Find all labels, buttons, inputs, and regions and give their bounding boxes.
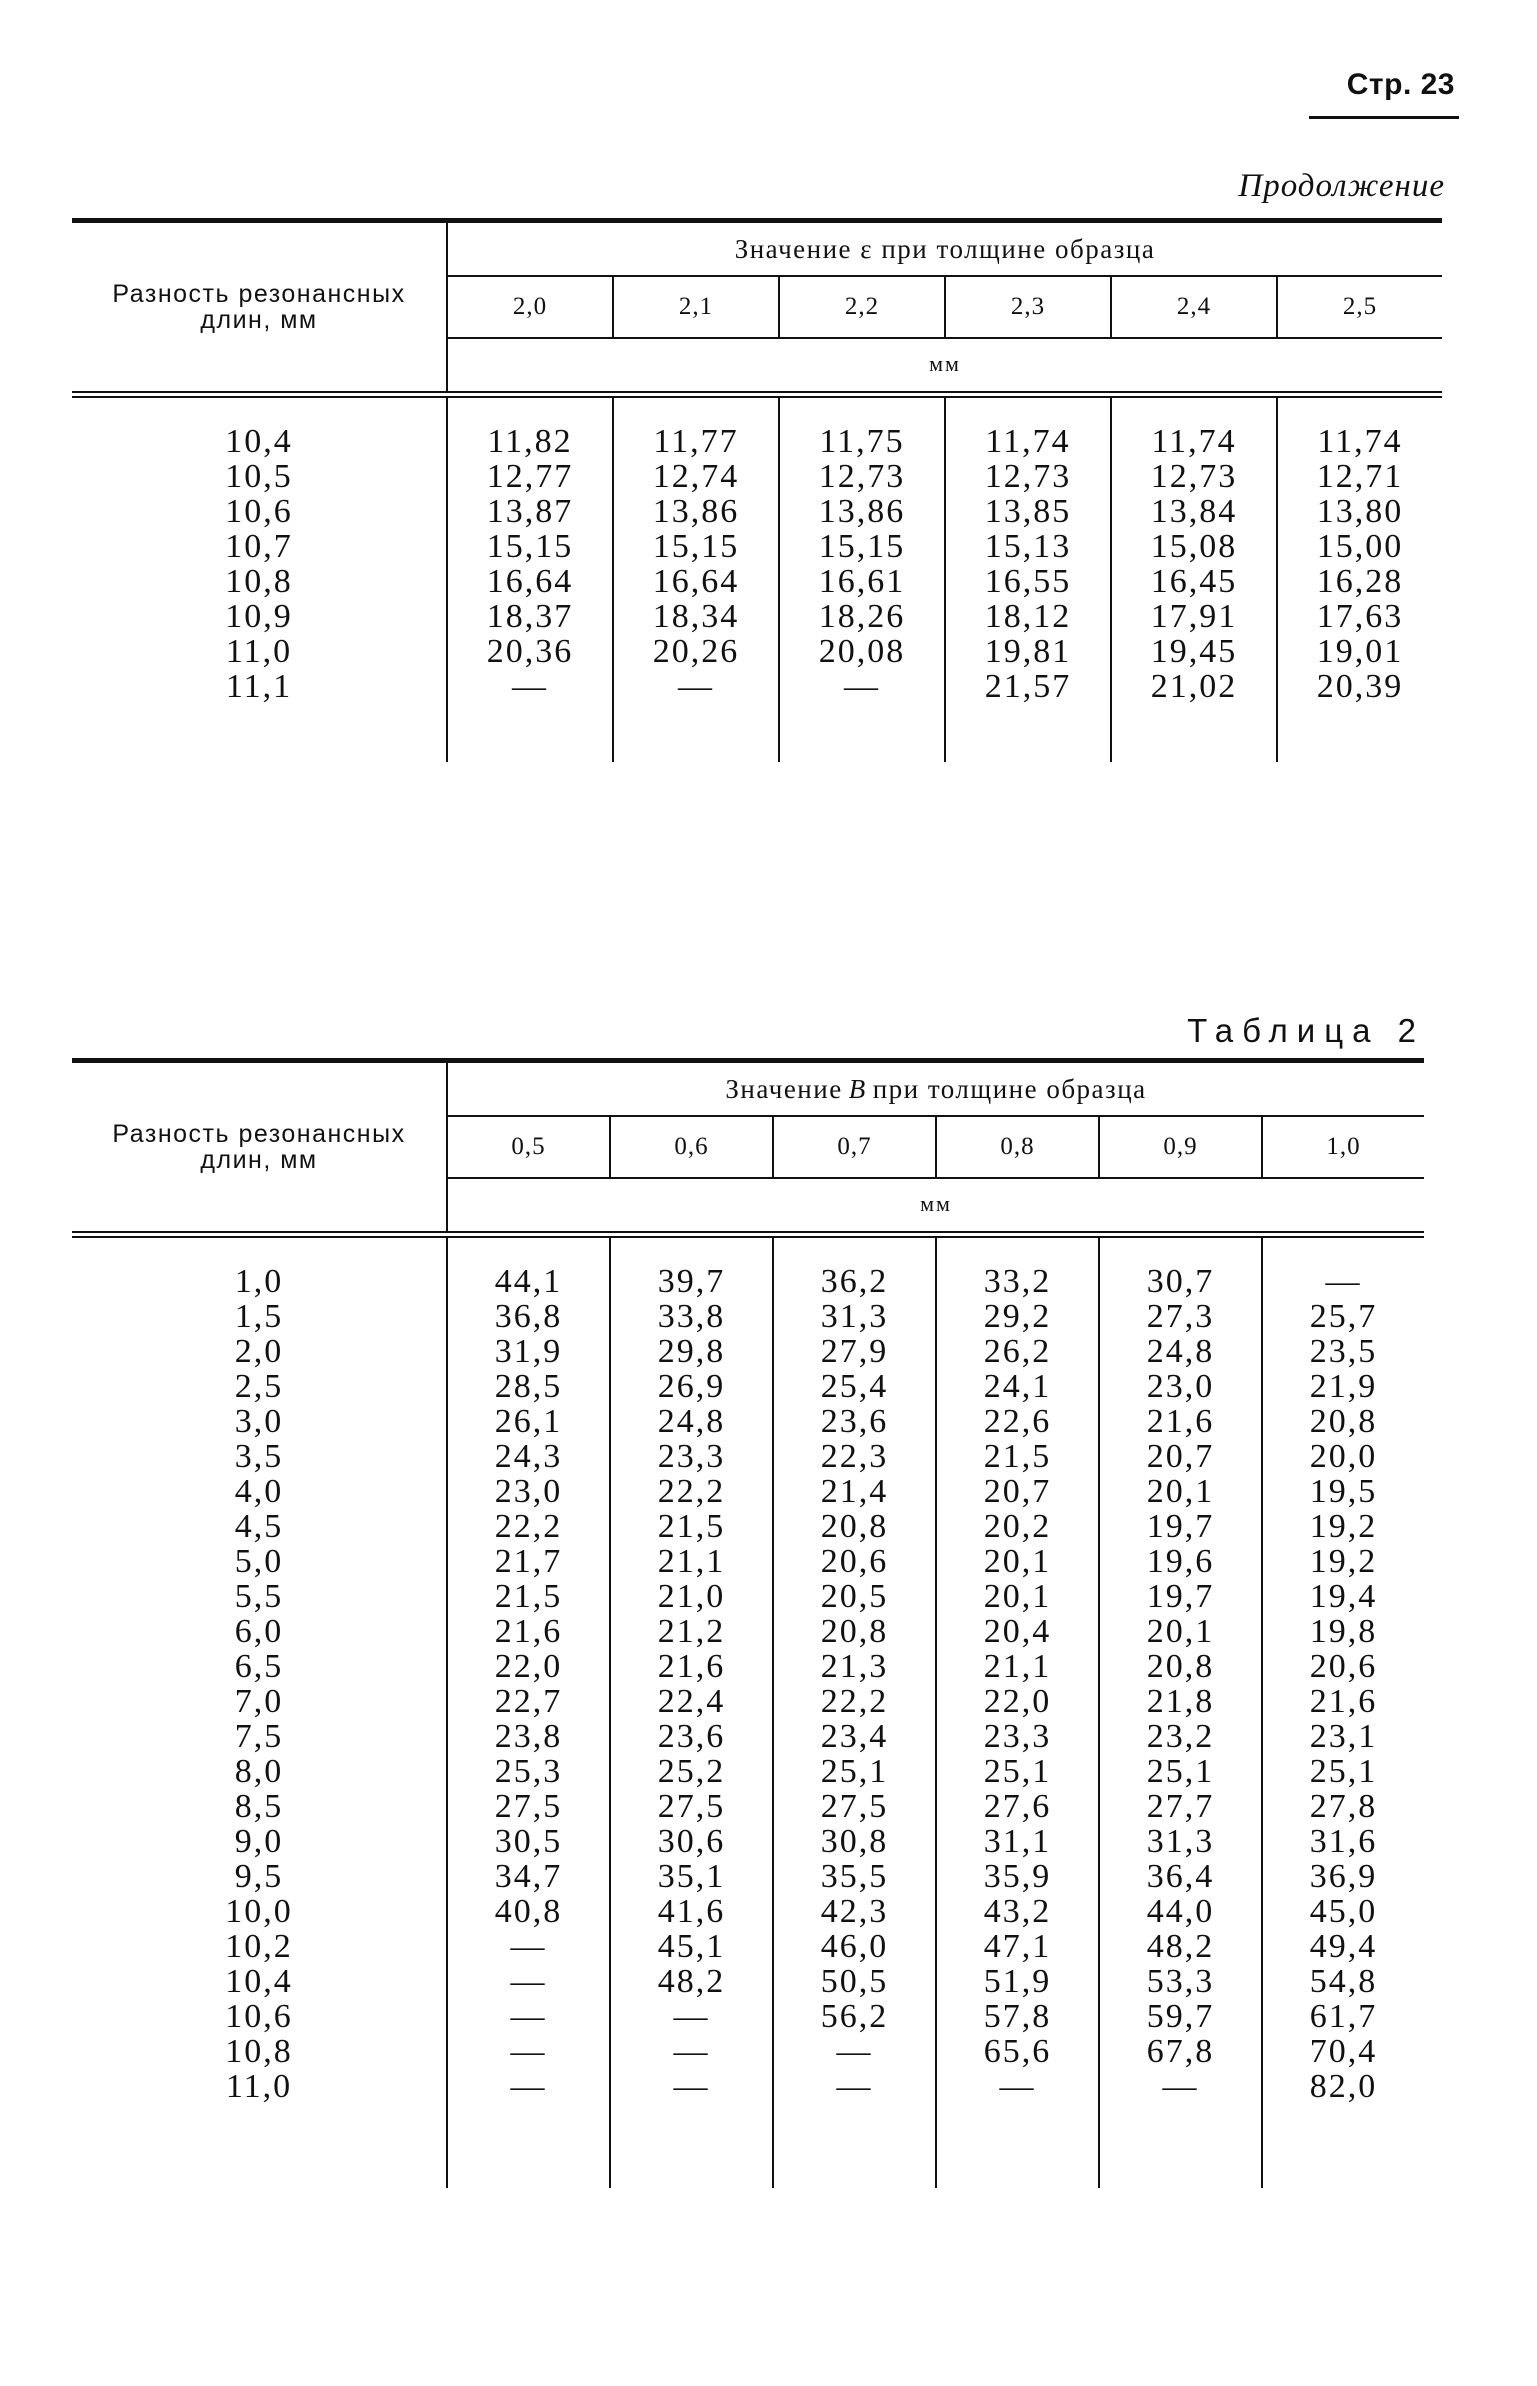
table-cell: 23,4	[820, 1718, 889, 1755]
table-cell: 18,37	[486, 598, 574, 635]
table-cell: 82,0	[1309, 2068, 1378, 2105]
table-cell: 33,8	[657, 1298, 726, 1335]
table-cell: 36,2	[820, 1263, 889, 1300]
table-cell: 26,2	[983, 1333, 1052, 1370]
table-cell: 40,8	[494, 1893, 563, 1930]
table-cell: 33,2	[983, 1263, 1052, 1300]
table-cell: 44,0	[1146, 1893, 1215, 1930]
table-cell: 27,5	[657, 1788, 726, 1825]
row-label: 5,5	[234, 1578, 284, 1615]
table-cell: 19,6	[1146, 1543, 1215, 1580]
table-cell: —	[673, 2068, 710, 2105]
table-cell: 21,6	[494, 1613, 563, 1650]
data-columns	[446, 398, 1442, 762]
table-cell: 19,2	[1309, 1543, 1378, 1580]
table-cell: —	[999, 2068, 1036, 2105]
table-cell: 20,8	[820, 1613, 889, 1650]
data-column	[1110, 398, 1276, 762]
table-cell: 35,1	[657, 1858, 726, 1895]
table-cell: 21,6	[1309, 1683, 1378, 1720]
table-cell: —	[678, 668, 714, 705]
table-cell: 21,2	[657, 1613, 726, 1650]
row-label: 4,0	[234, 1473, 284, 1510]
table-cell: 20,39	[1316, 668, 1404, 705]
table-cell: 25,1	[820, 1753, 889, 1790]
table-cell: 57,8	[983, 1998, 1052, 2035]
table-cell: 50,5	[820, 1963, 889, 2000]
table-cell: 22,4	[657, 1683, 726, 1720]
table-cell: 21,1	[983, 1648, 1052, 1685]
table-cell: 27,5	[820, 1788, 889, 1825]
table-cell: 21,57	[984, 668, 1072, 705]
table-cell: 26,1	[494, 1403, 563, 1440]
column-header: 1,0	[1261, 1117, 1424, 1177]
table-cell: 36,4	[1146, 1858, 1215, 1895]
table-cell: 61,7	[1309, 1998, 1378, 2035]
table-cell: 11,77	[653, 423, 739, 460]
data-column	[446, 398, 612, 762]
b-value-table	[72, 1058, 1424, 2188]
table-cell: —	[512, 668, 548, 705]
continuation-label: Продолжение	[1238, 168, 1445, 204]
table-cell: 11,82	[487, 423, 573, 460]
table-cell: 19,4	[1309, 1578, 1378, 1615]
table-cell: 18,26	[818, 598, 906, 635]
table-cell: 53,3	[1146, 1963, 1215, 2000]
table-cell: 16,28	[1316, 563, 1404, 600]
table-cell: 25,4	[820, 1368, 889, 1405]
units-label: мм	[920, 1191, 952, 1216]
table-cell: 48,2	[1146, 1928, 1215, 1965]
table-cell: 20,0	[1309, 1438, 1378, 1475]
data-column	[778, 398, 944, 762]
title-prefix: Значение	[725, 1073, 843, 1104]
table-cell: 13,86	[818, 493, 906, 530]
table-cell: —	[510, 2033, 547, 2070]
table-cell: 26,9	[657, 1368, 726, 1405]
table-cell: 20,08	[818, 633, 906, 670]
table-cell: 12,74	[652, 458, 740, 495]
data-column	[944, 398, 1110, 762]
table-cell: 13,80	[1316, 493, 1404, 530]
table-cell: 21,6	[1146, 1403, 1215, 1440]
table-body	[72, 398, 1442, 762]
table-cell: —	[1325, 1263, 1362, 1300]
data-column	[1098, 1238, 1261, 2188]
table-cell: 20,8	[1146, 1648, 1215, 1685]
row-label: 9,0	[234, 1823, 284, 1860]
table-cell: 21,3	[820, 1648, 889, 1685]
table-cell: 16,64	[486, 563, 574, 600]
table-cell: 11,74	[985, 423, 1071, 460]
table-cell: 21,1	[657, 1543, 726, 1580]
table-cell: 24,8	[1146, 1333, 1215, 1370]
table-cell: 16,61	[818, 563, 906, 600]
data-column	[612, 398, 778, 762]
column-header: 2,5	[1276, 277, 1442, 337]
table-cell: 42,3	[820, 1893, 889, 1930]
stub-header-line-1: Разность резонансных	[112, 1120, 406, 1148]
table-cell: 22,2	[494, 1508, 563, 1545]
table-cell: 17,63	[1316, 598, 1404, 635]
table-cell: 21,6	[657, 1648, 726, 1685]
table-cell: 48,2	[657, 1963, 726, 2000]
row-label: 10,4	[225, 1963, 293, 2000]
row-label: 2,0	[234, 1333, 284, 1370]
table-cell: 31,6	[1309, 1823, 1378, 1860]
table-cell: 24,1	[983, 1368, 1052, 1405]
table-cell: 20,1	[983, 1578, 1052, 1615]
table-cell: 29,8	[657, 1333, 726, 1370]
table-cell: 20,36	[486, 633, 574, 670]
table-cell: 27,5	[494, 1788, 563, 1825]
table-cell: 15,00	[1316, 528, 1404, 565]
table-cell: —	[673, 1998, 710, 2035]
column-header: 2,4	[1110, 277, 1276, 337]
table-cell: 21,02	[1150, 668, 1238, 705]
table-cell: 21,7	[494, 1543, 563, 1580]
row-labels	[72, 1238, 446, 2188]
row-label: 11,0	[225, 2068, 293, 2105]
table-cell: 23,0	[1146, 1368, 1215, 1405]
table-cell: 19,7	[1146, 1508, 1215, 1545]
table-cell: 25,1	[983, 1753, 1052, 1790]
table-cell: 20,1	[1146, 1613, 1215, 1650]
table-title: Значение ε при толщине образца	[448, 223, 1442, 277]
table-cell: —	[836, 2033, 873, 2070]
data-column	[609, 1238, 772, 2188]
table-cell: 30,8	[820, 1823, 889, 1860]
data-column	[1276, 398, 1442, 762]
table-cell: 21,9	[1309, 1368, 1378, 1405]
table-cell: 23,6	[657, 1718, 726, 1755]
table-cell: 19,8	[1309, 1613, 1378, 1650]
table-cell: 13,85	[984, 493, 1072, 530]
table-cell: 31,9	[494, 1333, 563, 1370]
row-label: 10,4	[225, 423, 293, 460]
table-cell: 25,1	[1146, 1753, 1215, 1790]
header-double-rule	[72, 391, 1442, 398]
table-cell: 25,7	[1309, 1298, 1378, 1335]
table-cell: 19,81	[984, 633, 1072, 670]
row-label: 7,0	[234, 1683, 284, 1720]
table-cell: 13,86	[652, 493, 740, 530]
table-cell: 30,5	[494, 1823, 563, 1860]
data-column	[1261, 1238, 1424, 2188]
table-cell: —	[844, 668, 880, 705]
table-cell: 27,9	[820, 1333, 889, 1370]
table-cell: 70,4	[1309, 2033, 1378, 2070]
table-cell: 16,64	[652, 563, 740, 600]
table-cell: —	[1162, 2068, 1199, 2105]
table-cell: 12,71	[1316, 458, 1404, 495]
table-cell: 27,8	[1309, 1788, 1378, 1825]
row-label: 1,5	[234, 1298, 284, 1335]
table-cell: 35,9	[983, 1858, 1052, 1895]
column-header: 2,1	[612, 277, 778, 337]
epsilon-table	[72, 218, 1442, 762]
row-label: 10,6	[225, 493, 293, 530]
table-cell: 19,7	[1146, 1578, 1215, 1615]
table-cell: 11,75	[819, 423, 905, 460]
table-cell: —	[510, 1998, 547, 2035]
table-title	[448, 1063, 1424, 1117]
table-cell: 22,3	[820, 1438, 889, 1475]
table-cell: 18,12	[984, 598, 1072, 635]
table-cell: 41,6	[657, 1893, 726, 1930]
table-cell: 21,0	[657, 1578, 726, 1615]
table-cell: 20,6	[820, 1543, 889, 1580]
stub-header-line-1: Разность резонансных	[112, 280, 406, 308]
table-cell: 19,5	[1309, 1473, 1378, 1510]
row-label: 10,2	[225, 1928, 293, 1965]
page-number-underline	[1309, 116, 1459, 119]
table-cell: 18,34	[652, 598, 740, 635]
table-cell: 35,5	[820, 1858, 889, 1895]
table-cell: 25,3	[494, 1753, 563, 1790]
row-label: 5,0	[234, 1543, 284, 1580]
table-cell: 45,1	[657, 1928, 726, 1965]
table-cell: 15,08	[1150, 528, 1238, 565]
table-cell: 20,4	[983, 1613, 1052, 1650]
table-cell: 45,0	[1309, 1893, 1378, 1930]
row-label: 10,5	[225, 458, 293, 495]
column-headers	[448, 1117, 1424, 1179]
table-cell: 20,7	[983, 1473, 1052, 1510]
table-cell: 59,7	[1146, 1998, 1215, 2035]
row-label: 8,5	[234, 1788, 284, 1825]
table-cell: 36,9	[1309, 1858, 1378, 1895]
table-cell: 21,5	[494, 1578, 563, 1615]
table-cell: 22,7	[494, 1683, 563, 1720]
stub-header	[72, 223, 446, 391]
table-cell: 21,5	[657, 1508, 726, 1545]
table-cell: 15,13	[984, 528, 1072, 565]
column-header: 0,8	[935, 1117, 1098, 1177]
table-cell: 17,91	[1150, 598, 1238, 635]
data-column	[446, 1238, 609, 2188]
table-cell: 30,6	[657, 1823, 726, 1860]
table-cell: 13,84	[1150, 493, 1238, 530]
row-labels	[72, 398, 446, 762]
column-header: 2,2	[778, 277, 944, 337]
table-cell: 20,26	[652, 633, 740, 670]
table-cell: 22,0	[494, 1648, 563, 1685]
table-cell: 36,8	[494, 1298, 563, 1335]
row-label: 10,9	[225, 598, 293, 635]
table-cell: 65,6	[983, 2033, 1052, 2070]
table-header	[72, 218, 1442, 391]
table-body	[72, 1238, 1424, 2188]
column-header: 0,7	[772, 1117, 935, 1177]
page-number: Стр. 23	[1346, 68, 1455, 101]
table-cell: 23,6	[820, 1403, 889, 1440]
table-cell: 43,2	[983, 1893, 1052, 1930]
stub-header-line-2: длин, мм	[200, 1146, 318, 1174]
table-cell: 19,01	[1316, 633, 1404, 670]
data-column	[935, 1238, 1098, 2188]
table-cell: 54,8	[1309, 1963, 1378, 2000]
table-cell: —	[510, 1928, 547, 1965]
row-label: 10,6	[225, 1998, 293, 2035]
table-cell: 46,0	[820, 1928, 889, 1965]
row-label: 8,0	[234, 1753, 284, 1790]
row-label: 3,5	[234, 1438, 284, 1475]
table-cell: 27,7	[1146, 1788, 1215, 1825]
table-cell: 23,0	[494, 1473, 563, 1510]
row-label: 10,0	[225, 1893, 293, 1930]
row-label: 9,5	[234, 1858, 284, 1895]
table-cell: 30,7	[1146, 1263, 1215, 1300]
units-label: мм	[929, 351, 961, 376]
table-cell: 22,2	[657, 1473, 726, 1510]
table-cell: 20,8	[820, 1508, 889, 1545]
row-label: 7,5	[234, 1718, 284, 1755]
row-label: 2,5	[234, 1368, 284, 1405]
table-cell: 31,3	[820, 1298, 889, 1335]
table-cell: 12,77	[486, 458, 574, 495]
table-cell: 23,8	[494, 1718, 563, 1755]
table-cell: 21,5	[983, 1438, 1052, 1475]
table-cell: 31,3	[1146, 1823, 1215, 1860]
table-cell: 27,6	[983, 1788, 1052, 1825]
table-cell: 19,45	[1150, 633, 1238, 670]
row-label: 6,5	[234, 1648, 284, 1685]
table-cell: 56,2	[820, 1998, 889, 2035]
table-cell: 20,1	[983, 1543, 1052, 1580]
table-header	[72, 1058, 1424, 1231]
column-header: 0,9	[1098, 1117, 1261, 1177]
table-cell: —	[836, 2068, 873, 2105]
column-header: 0,6	[609, 1117, 772, 1177]
table-cell: 34,7	[494, 1858, 563, 1895]
table-cell: 21,4	[820, 1473, 889, 1510]
table-cell: 51,9	[983, 1963, 1052, 2000]
table-cell: 39,7	[657, 1263, 726, 1300]
table-cell: —	[510, 1963, 547, 2000]
row-label: 10,7	[225, 528, 293, 565]
row-label: 11,0	[225, 633, 293, 670]
table-cell: 22,0	[983, 1683, 1052, 1720]
data-columns	[446, 1238, 1424, 2188]
table-cell: 28,5	[494, 1368, 563, 1405]
table-cell: 23,3	[983, 1718, 1052, 1755]
table-cell: 67,8	[1146, 2033, 1215, 2070]
column-header: 2,3	[944, 277, 1110, 337]
column-header: 0,5	[511, 1133, 546, 1160]
row-label: 10,8	[225, 2033, 293, 2070]
table-cell: 11,74	[1317, 423, 1403, 460]
stub-header-line-2: длин, мм	[200, 306, 318, 334]
table-cell: 12,73	[818, 458, 906, 495]
table-cell: 15,15	[652, 528, 740, 565]
table-cell: 13,87	[486, 493, 574, 530]
table-cell: 27,3	[1146, 1298, 1215, 1335]
table-cell: —	[673, 2033, 710, 2070]
table-cell: 11,74	[1151, 423, 1237, 460]
header-double-rule	[72, 1231, 1424, 1238]
column-header: 2,0	[512, 293, 548, 320]
table-cell: 19,2	[1309, 1508, 1378, 1545]
stub-header	[72, 1063, 446, 1231]
table-cell: 20,8	[1309, 1403, 1378, 1440]
table-cell: 21,8	[1146, 1683, 1215, 1720]
table-cell: 20,2	[983, 1508, 1052, 1545]
table-cell: —	[510, 2068, 547, 2105]
row-label: 10,8	[225, 563, 293, 600]
table-cell: 16,55	[984, 563, 1072, 600]
table2-caption: Таблица 2	[1187, 1012, 1425, 1049]
table-cell: 20,6	[1309, 1648, 1378, 1685]
table-cell: 23,2	[1146, 1718, 1215, 1755]
table-cell: 31,1	[983, 1823, 1052, 1860]
row-label: 6,0	[234, 1613, 284, 1650]
title-symbol: B	[848, 1073, 867, 1104]
column-headers	[448, 277, 1442, 339]
table-cell: 23,5	[1309, 1333, 1378, 1370]
table-cell: 20,1	[1146, 1473, 1215, 1510]
table-cell: 23,1	[1309, 1718, 1378, 1755]
table-cell: 24,8	[657, 1403, 726, 1440]
table-cell: 22,6	[983, 1403, 1052, 1440]
table-cell: 23,3	[657, 1438, 726, 1475]
table-cell: 12,73	[1150, 458, 1238, 495]
data-column	[772, 1238, 935, 2188]
table-cell: 24,3	[494, 1438, 563, 1475]
row-label: 3,0	[234, 1403, 284, 1440]
table-cell: 49,4	[1309, 1928, 1378, 1965]
table-cell: 47,1	[983, 1928, 1052, 1965]
row-label: 4,5	[234, 1508, 284, 1545]
table-cell: 44,1	[494, 1263, 563, 1300]
table-cell: 25,2	[657, 1753, 726, 1790]
table-cell: 15,15	[818, 528, 906, 565]
row-label: 1,0	[234, 1263, 284, 1300]
table-cell: 12,73	[984, 458, 1072, 495]
table-cell: 25,1	[1309, 1753, 1378, 1790]
table-cell: 29,2	[983, 1298, 1052, 1335]
table-cell: 15,15	[486, 528, 574, 565]
table-cell: 22,2	[820, 1683, 889, 1720]
table-cell: 20,7	[1146, 1438, 1215, 1475]
row-label: 11,1	[225, 668, 293, 705]
table-cell: 16,45	[1150, 563, 1238, 600]
title-suffix: при толщине образца	[872, 1073, 1147, 1104]
table-cell: 20,5	[820, 1578, 889, 1615]
